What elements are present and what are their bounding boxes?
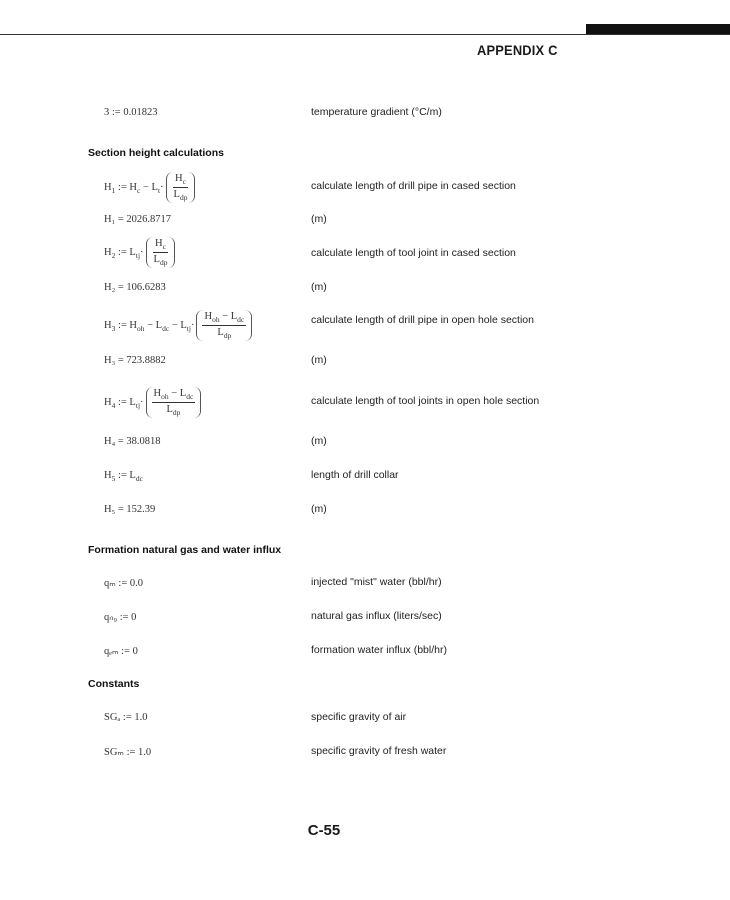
- h2-unit: (m): [311, 281, 327, 293]
- h3-result: H₃ = 723.8882: [104, 355, 166, 366]
- beta-description: temperature gradient (°C/m): [311, 106, 442, 118]
- h3-formula: $H_3$ := $H_{oh} - L_{dc} - L_{tj}\cdot$ $\frac{H_{oh} - L_{dc}}{L_{dp}}$: [104, 310, 252, 341]
- appendix-label: APPENDIX C: [477, 42, 558, 58]
- h5-formula: $H_5$ := $L_{dc}$: [104, 470, 143, 484]
- qw-expression: qₘ := 0.0: [104, 578, 144, 589]
- h4-formula: $H_4$ := $L_{tj}\cdot$ $\frac{H_{oh} - L_{dc}}{L_{dp}}$: [104, 387, 201, 418]
- h2-formula: $H_2$ := $L_{tj}\cdot$ $\frac{H_c}{L_{dp}}$: [104, 237, 175, 268]
- h5-unit: (m): [311, 503, 327, 515]
- page-number: C-55: [307, 822, 341, 839]
- h1-formula: $H_1$ := $H_c - L_t\cdot$ $\frac{H_c}{L_{dp}}$: [104, 172, 195, 203]
- section-height-heading: Section height calculations: [88, 147, 224, 159]
- sga-description: specific gravity of air: [311, 711, 407, 723]
- qfw-expression: qₑₘ := 0: [104, 646, 138, 657]
- h4-unit: (m): [311, 435, 327, 447]
- h3-unit: (m): [311, 354, 327, 366]
- formation-heading: Formation natural gas and water influx: [88, 544, 282, 556]
- h2-description: calculate length of tool joint in cased section: [311, 247, 516, 259]
- h5-result: H₅ = 152.39: [104, 504, 156, 515]
- qng-expression: qₙ₉ := 0: [104, 612, 137, 623]
- h4-result: H₄ = 38.0818: [104, 436, 161, 447]
- h3-description: calculate length of drill pipe in open hole section: [311, 314, 534, 326]
- header-rule: [0, 34, 730, 35]
- beta-expression: 3 := 0.01823: [104, 107, 158, 118]
- h5-description: length of drill collar: [311, 469, 399, 481]
- qw-description: injected "mist" water (bbl/hr): [311, 576, 442, 588]
- h1-result: H₁ = 2026.8717: [104, 214, 172, 225]
- sgw-expression: SGₘ := 1.0: [104, 747, 152, 758]
- constants-heading: Constants: [88, 678, 140, 690]
- h4-description: calculate length of tool joints in open hole section: [311, 395, 540, 407]
- qng-description: natural gas influx (liters/sec): [311, 610, 442, 622]
- h2-result: H₂ = 106.6283: [104, 282, 166, 293]
- h1-unit: (m): [311, 213, 327, 225]
- h1-description: calculate length of drill pipe in cased section: [311, 180, 516, 192]
- sgw-description: specific gravity of fresh water: [311, 745, 447, 757]
- sga-expression: SGₐ := 1.0: [104, 712, 148, 723]
- qfw-description: formation water influx (bbl/hr): [311, 644, 447, 656]
